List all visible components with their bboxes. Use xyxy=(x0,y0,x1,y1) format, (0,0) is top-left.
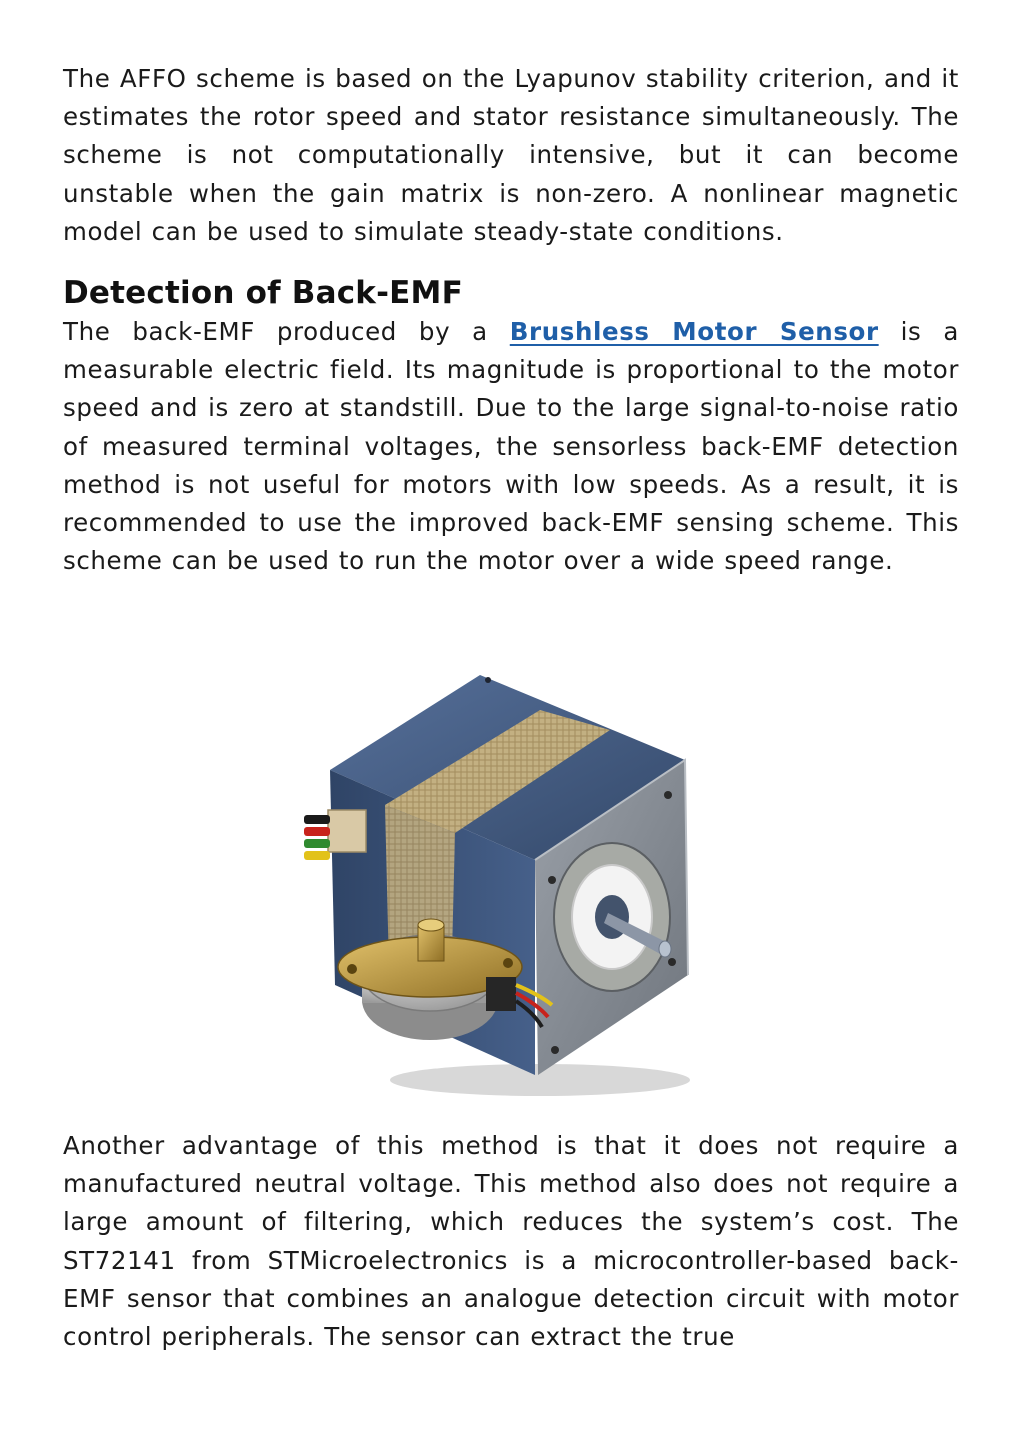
brushless-motor-sensor-link[interactable]: Brushless Motor Sensor xyxy=(509,317,879,347)
closing-paragraph: Another advantage of this method is that it does not require a manufactured neutral voltage. This method also does not require a large amount of filtering, which reduces the system’s cost. The ST72141 from STMicroelectronics is a microcontroller-based back-EMF sensor that combines an analogue detection circuit with motor control peripherals. The sensor can extract the true xyxy=(63,1131,959,1352)
paragraph-text-before-link: The back-EMF produced by a xyxy=(63,317,510,347)
document-body xyxy=(63,60,959,580)
closing-section xyxy=(63,1127,959,1356)
motor-image xyxy=(290,655,720,1105)
paragraph-text-after-link: is a measurable electric field. Its magnitude is proportional to the motor speed and is zero at standstill. Due to the large signal-to-noise ratio of measured terminal voltages, the sensorless back-EMF detection method is not useful for motors with low speeds. As a result, it is recommended to use the improved back-EMF sensing scheme. This scheme can be used to run the motor over a wide speed range. xyxy=(63,317,960,576)
stepper-motor-illustration xyxy=(290,655,720,1105)
intro-paragraph: The AFFO scheme is based on the Lyapunov stability criterion, and it estimates the rotor speed and stator resistance simultaneously. The scheme is not computationally intensive, but it can become unstable when the gain matrix is non-zero. A nonlinear magnetic model can be used to simulate steady-state conditions. xyxy=(63,64,959,246)
section-heading: Detection of Back-EMF xyxy=(63,275,463,312)
back-emf-paragraph xyxy=(63,313,959,580)
